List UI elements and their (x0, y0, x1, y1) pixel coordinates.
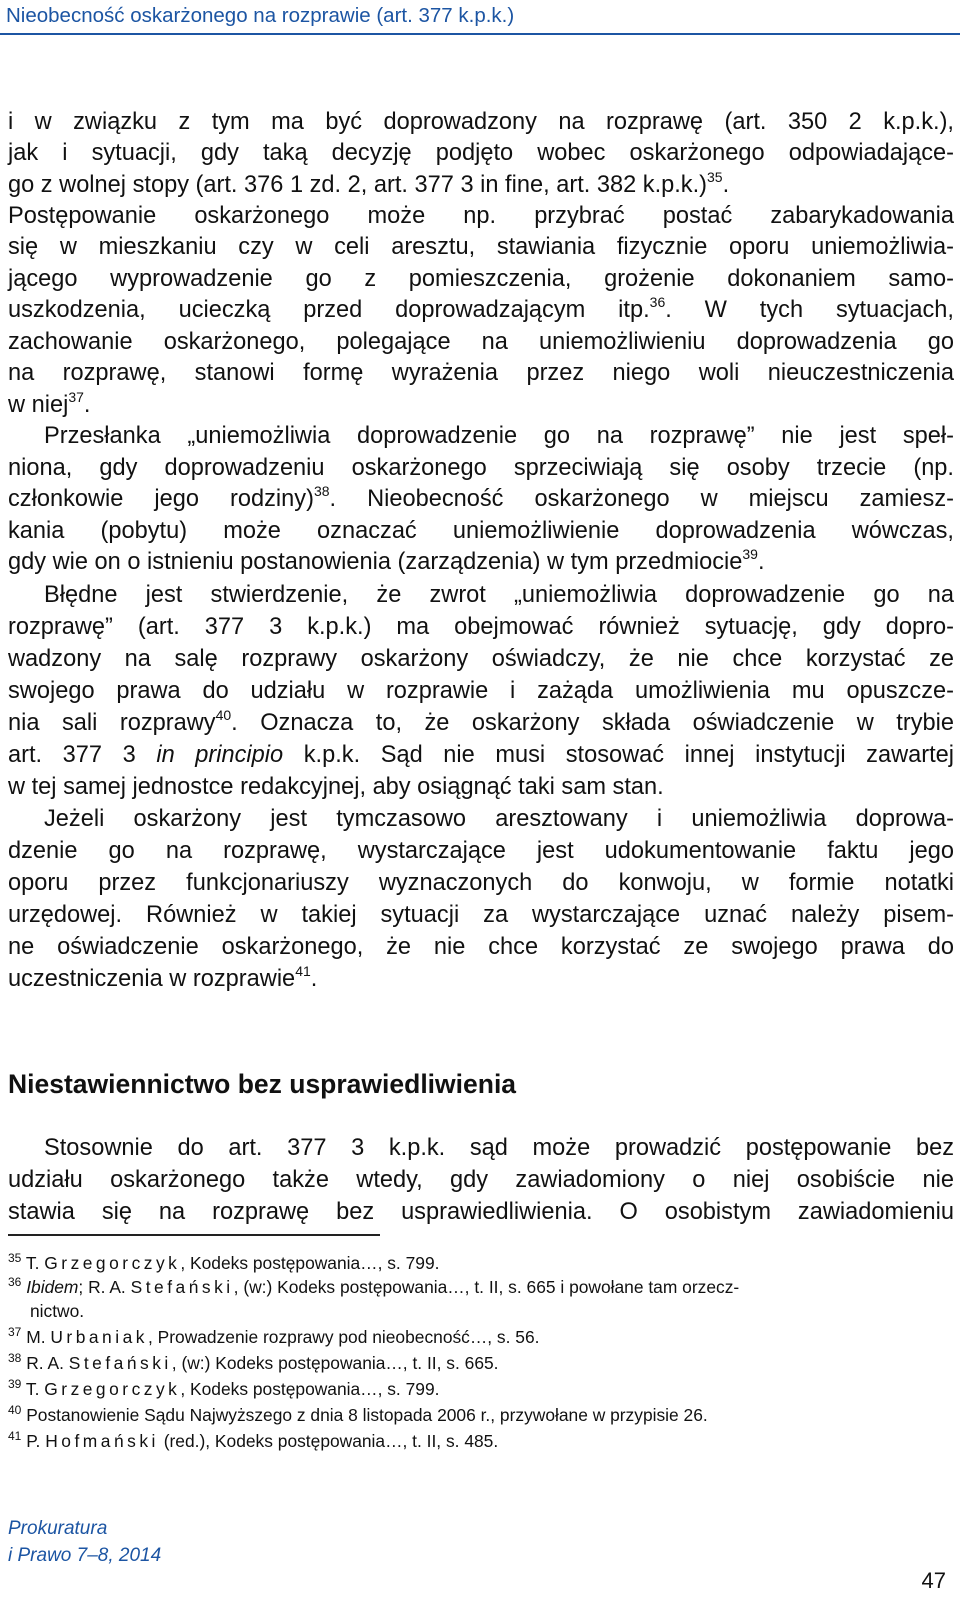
text-line: zachowanie oskarżonego, polegające na uniemożliwieniu doprowadzenia go (8, 329, 954, 355)
footnote-number: 41 (8, 1429, 22, 1443)
text-line: udziału oskarżonego także wtedy, gdy zawiadomiony o niej osobiście nie (8, 1167, 954, 1193)
italic-phrase: in principio (156, 742, 284, 768)
footnote-ref: 38 (313, 483, 330, 499)
text-line-part: członkowie jego rodziny) (8, 486, 314, 512)
footnote-ref: 36 (649, 294, 666, 310)
text-line: dzenie go na rozprawę, wystarczające jest udokumentowanie faktu jego (8, 838, 954, 864)
author-name: Stefański (130, 1277, 234, 1297)
text-line (8, 295, 954, 326)
text-line: ne oświadczenie oskarżonego, że nie chce korzystać ze swojego prawa do (8, 934, 954, 960)
text-line (8, 708, 954, 739)
text-line: go z wolnej stopy (art. 376 1 zd. 2, art. 377 3 in fine, art. 382 k.p.k.)$^{35}$. (8, 169, 730, 198)
footnote-number: 38 (8, 1351, 22, 1365)
footnote-continuation: nictwo. (30, 1301, 85, 1321)
footnote-number: 37 (8, 1325, 22, 1339)
text-line: Przesłanka „uniemożliwia doprowadzenie go na rozprawę” nie jest speł- (44, 423, 954, 449)
text-line-part: k.p.k. Sąd nie musi stosować innej instytucji zawartej (303, 742, 955, 768)
author-name: Stefański (68, 1353, 172, 1373)
footnote-ref: 40 (215, 707, 232, 723)
footnote: $^{36}$ Ibidem; R. A. Stefański, (w:) Kodeks postępowania…, t. II, s. 665 i powołane tam orzecz- (8, 1275, 740, 1297)
text-line: w niej$^{37}$. (8, 389, 91, 418)
text-line: Błędne jest stwierdzenie, że zwrot „uniemożliwia doprowadzenie go na (44, 582, 954, 608)
text-line: się w mieszkaniu czy w celi aresztu, stawiania fizycznie oporu uniemożliwia- (8, 234, 954, 260)
section-heading: Niestawiennictwo bez usprawiedliwienia (8, 1069, 517, 1099)
text-line: wadzony na salę rozprawy oskarżony oświadczy, że nie chce korzystać ze (8, 646, 954, 672)
text-line: i w związku z tym ma być doprowadzony na rozprawę (art. 350 2 k.p.k.), (8, 109, 954, 135)
footnote-number: 39 (8, 1377, 22, 1391)
footnote: $^{41}$ P. Hofmański (red.), Kodeks postępowania…, t. II, s. 485. (8, 1429, 499, 1451)
journal-issue: i Prawo 7–8, 2014 (8, 1545, 162, 1566)
text-line-part: go z wolnej stopy (art. 376 1 zd. 2, art. 377 3 in fine, art. 382 k.p.k.) (8, 172, 708, 198)
footnote: $^{40}$ Postanowienie Sądu Najwyższego z dnia 8 listopada 2006 r., przywołane w przypisie 26. (8, 1403, 708, 1425)
text-line-part: uszkodzenia, ucieczką przed doprowadzającym itp. (8, 297, 650, 323)
footnote: $^{38}$ R. A. Stefański, (w:) Kodeks postępowania…, t. II, s. 665. (8, 1351, 499, 1373)
text-line: rozprawę” (art. 377 3 k.p.k.) ma obejmować również sytuację, gdy dopro- (8, 614, 954, 640)
text-line: urzędowej. Również w takiej sytuacji za wystarczające uznać należy pisem- (8, 902, 954, 928)
text-line-part: nia sali rozprawy (8, 710, 216, 736)
footnote-number: 35 (8, 1251, 22, 1265)
text-line: kania (pobytu) może oznaczać uniemożliwienie doprowadzenia wówczas, (8, 518, 954, 544)
text-line: Postępowanie oskarżonego może np. przybrać postać zabarykadowania (8, 203, 954, 229)
text-line: oporu przez funkcjonariuszy wyznaczonych do konwoju, w formie notatki (8, 870, 954, 896)
footnote-number: 40 (8, 1403, 22, 1417)
running-header-title: Nieobecność oskarżonego na rozprawie (art. 377 k.p.k.) (6, 4, 515, 27)
footnote-italic: Ibidem (26, 1277, 79, 1297)
text-line-part: . W tych sytuacjach, (665, 297, 954, 323)
page-number: 47 (921, 1568, 946, 1593)
footnote-ref: 37 (68, 389, 84, 405)
text-line: uczestniczenia w rozprawie$^{41}$. (8, 963, 318, 992)
header-rule (0, 33, 960, 35)
footnote-ref: 39 (742, 546, 758, 562)
text-line: jak i sytuacji, gdy taką decyzję podjęto wobec oskarżonego odpowiadające- (8, 140, 954, 166)
text-line: niona, gdy doprowadzeniu oskarżonego sprzeciwiają się osoby trzecie (np. (8, 455, 954, 481)
author-name: Hofmański (45, 1431, 159, 1451)
footnote-ref: 41 (295, 963, 311, 979)
footnote-separator (8, 1234, 380, 1236)
footnote-ref: 35 (707, 169, 723, 185)
author-name: Grzegorczyk (44, 1253, 181, 1273)
text-line-part: gdy wie on o istnieniu postanowienia (zarządzenia) w tym przedmiocie (8, 549, 743, 575)
text-line-part: . Oznacza to, że oskarżony składa oświadczenie w trybie (231, 710, 954, 736)
footnote: $^{37}$ M. Urbaniak, Prowadzenie rozprawy pod nieobecność…, s. 56. (8, 1325, 540, 1347)
text-line-part: w niej (8, 392, 69, 418)
text-line: Jeżeli oskarżony jest tymczasowo aresztowany i uniemożliwia doprowa- (44, 806, 954, 832)
text-line (8, 740, 954, 771)
footnote-number: 36 (8, 1275, 22, 1289)
footnote: $^{35}$ T. Grzegorczyk, Kodeks postępowania…, s. 799. (8, 1251, 440, 1273)
text-line (8, 484, 954, 515)
text-line: gdy wie on o istnieniu postanowienia (zarządzenia) w tym przedmiocie$^{39}$. (8, 546, 765, 575)
author-name: Urbaniak (50, 1327, 148, 1347)
text-line: Stosownie do art. 377 3 k.p.k. sąd może prowadzić postępowanie bez (44, 1135, 954, 1161)
author-name: Grzegorczyk (44, 1379, 181, 1399)
text-line: jącego wyprowadzenie go z pomieszczenia, grożenie dokonaniem samo- (8, 266, 954, 292)
text-line-part: uczestniczenia w rozprawie (8, 966, 296, 992)
footnote: $^{39}$ T. Grzegorczyk, Kodeks postępowania…, s. 799. (8, 1377, 440, 1399)
journal-name: Prokuratura (8, 1518, 108, 1539)
text-line-part: . Nieobecność oskarżonego w miejscu zamiesz- (329, 486, 954, 512)
text-line-part: art. 377 3 (8, 742, 136, 768)
text-line: swojego prawa do udziału w rozprawie i zażąda umożliwienia mu opuszcze- (8, 678, 954, 704)
running-header (0, 0, 960, 36)
text-line: stawia się na rozprawę bez usprawiedliwienia. O osobistym zawiadomieniu (8, 1199, 954, 1225)
text-line: w tej samej jednostce redakcyjnej, aby osiągnąć taki sam stan. (8, 774, 664, 800)
text-line: na rozprawę, stanowi formę wyrażenia przez niego woli nieuczestniczenia (8, 360, 954, 386)
